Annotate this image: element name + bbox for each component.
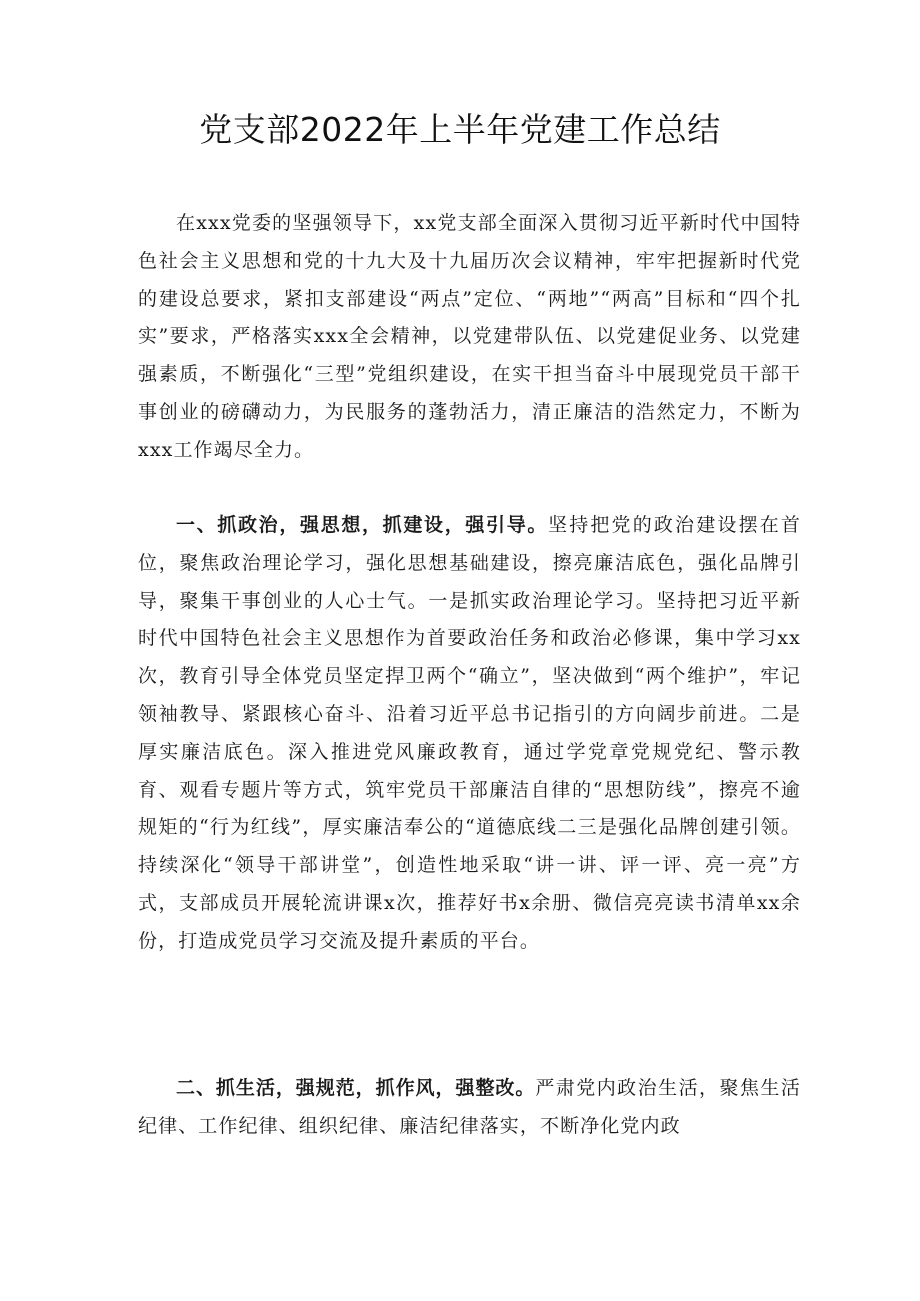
- paragraph-section-2: [138, 1070, 801, 1146]
- section-2-body: 严肃党内政治生活，聚焦生活纪律、工作纪律、组织纪律、廉洁纪律落实，不断净化党内政: [138, 1077, 801, 1137]
- paragraph-section-1: [138, 507, 801, 961]
- section-2-heading: 二、抓生活，强规范，抓作风，强整改。: [176, 1077, 536, 1099]
- section-1-heading: 一、抓政治，强思想，抓建设，强引导。: [176, 514, 549, 536]
- paragraph-intro: [138, 205, 801, 470]
- section-1-body: 坚持把党的政治建设摆在首位，聚焦政治理论学习，强化思想基础建设，擦亮廉洁底色，强化品牌引导，聚集干事创业的人心士气。一是抓实政治理论学习。坚持把习近平新时代中国特色社会主义思想作为首要政治任务和政治必修课，集中学习xx次，教育引导全体党员坚定捍卫两个“确立”，坚决做到“两个维护”，牢记领袖教导、紧跟核心奋斗、沿着习近平总书记指引的方向阔步前进。二是厚实廉洁底色。深入推进党风廉政教育，通过学党章党规党纪、警示教育、观看专题片等方式，筑牢党员干部廉洁自律的“思想防线”，擦亮不逾规矩的“行为红线”，厚实廉洁奉公的“道德底线二三是强化品牌创建引领。持续深化“领导干部讲堂”，创造性地采取“讲一讲、评一评、亮一亮”方式，支部成员开展轮流讲课x次，推荐好书x余册、微信亮亮读书清单xx余份，打造成党员学习交流及提升素质的平台。: [138, 514, 802, 952]
- paragraph-intro-body: 在xxx党委的坚强领导下，xx党支部全面深入贯彻习近平新时代中国特色社会主义思想和党的十九大及十九届历次会议精神，牢牢把握新时代党的建设总要求，紧扣支部建设“两点”定位、“两地”“两高”目标和“四个扎实”要求，严格落实xxx全会精神，以党建带队伍、以党建促业务、以党建强素质，不断强化“三型”党组织建设，在实干担当奋斗中展现党员干部干事创业的磅礴动力，为民服务的蓬勃活力，清正廉洁的浩然定力，不断为xxx工作竭尽全力。: [138, 212, 801, 461]
- document-title: 党支部2022年上半年党建工作总结: [199, 110, 721, 149]
